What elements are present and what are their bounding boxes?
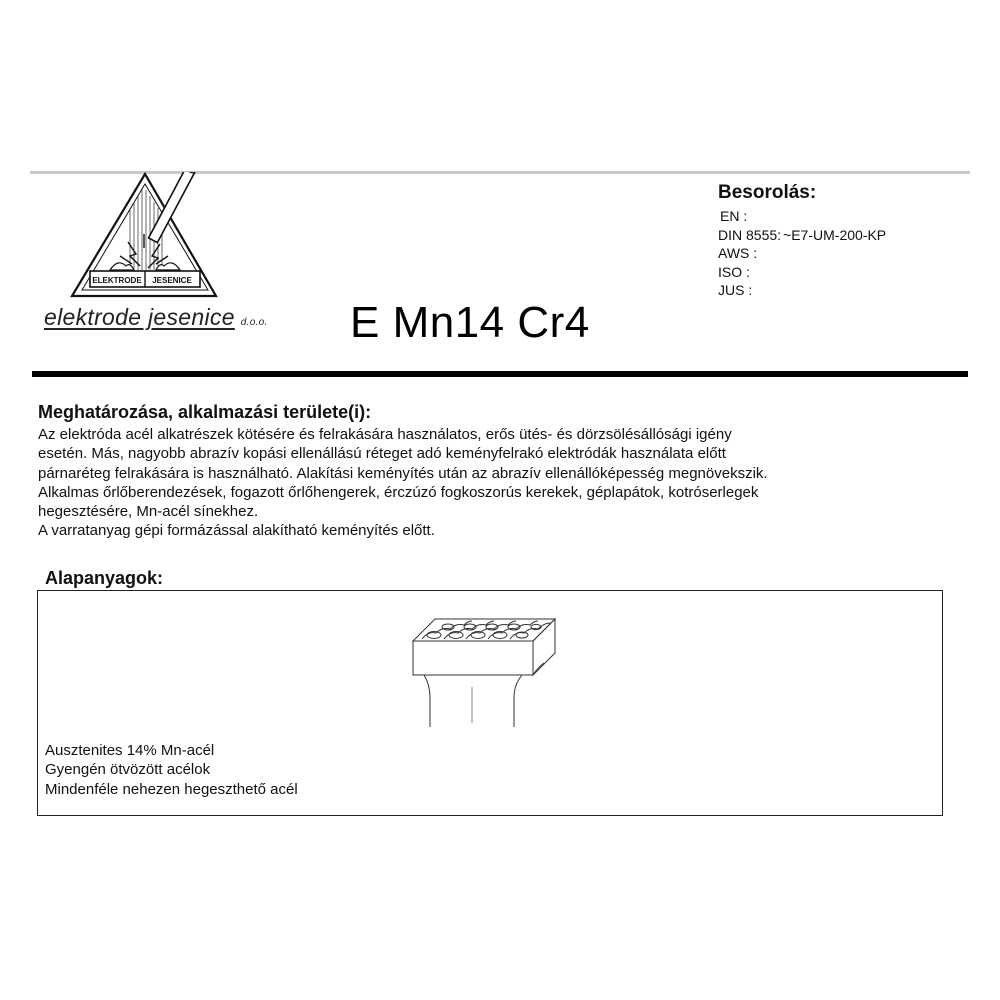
definition-line: Az elektróda acél alkatrészek kötésére és felrakására használatos, erős ütés- és dörzsölésállósági igény (38, 426, 732, 443)
classification-heading: Besorolás: (718, 182, 817, 203)
definition-line: hegesztésére, Mn-acél sínekhez. (38, 503, 259, 521)
product-title: E Mn14 Cr4 (350, 298, 590, 347)
classification-label: AWS : (718, 245, 758, 261)
classification-label: DIN 8555: (718, 226, 782, 243)
definition-title: Meghatározása, alkalmazási területe(i): (38, 402, 372, 422)
logo-suffix: d.o.o. (240, 317, 268, 328)
triangle-electrode-logo-icon (40, 172, 270, 302)
definition-line: párnaréteg felrakására is használható. Alakítási keményítés után az abrazív ellenállóképesség megnövekszik. (38, 464, 768, 482)
classification-row-iso (718, 263, 968, 282)
classification-row-aws (718, 244, 968, 263)
header-bottom-divider (32, 371, 968, 377)
classification-label: ISO : (718, 263, 750, 280)
classification-label: EN : (720, 208, 748, 224)
list-item: Ausztenites 14% Mn-acél (45, 742, 215, 759)
logo-wordmark (44, 304, 268, 331)
base-materials-title: Alapanyagok: (45, 568, 164, 588)
base-materials-list (45, 741, 298, 799)
list-item: Gyengén ötvözött acélok (45, 761, 211, 779)
definition-body (38, 425, 918, 541)
definition-line: esetén. Más, nagyobb abrazív kopási ellenállású réteget adó keményfelrakó elektródák használata előtt (38, 445, 726, 463)
logo-badge-left: ELEKTRODE (92, 276, 142, 285)
classification-value: ~E7-UM-200-KP (783, 226, 887, 243)
hardfaced-tooth-drawing-icon (410, 605, 570, 730)
classification-block (718, 182, 968, 300)
classification-row-din (718, 226, 968, 245)
definition-line: Alkalmas őrlőberendezések, fogazott őrlőhengerek, érczúzó fogkoszorús kerekek, géplapátok, kotróserlegek (38, 483, 759, 501)
base-materials-box (37, 590, 943, 816)
classification-row-en (718, 207, 968, 226)
classification-label: JUS : (718, 282, 753, 298)
logo-badge-right: JESENICE (152, 276, 192, 285)
company-logo (40, 172, 270, 342)
classification-row-jus (718, 281, 968, 300)
definition-line: A varratanyag gépi formázással alakítható keményítés előtt. (38, 522, 435, 540)
list-item: Mindenféle nehezen hegeszthető acél (45, 780, 298, 798)
logo-wordmark-text: elektrode jesenice (44, 304, 235, 330)
